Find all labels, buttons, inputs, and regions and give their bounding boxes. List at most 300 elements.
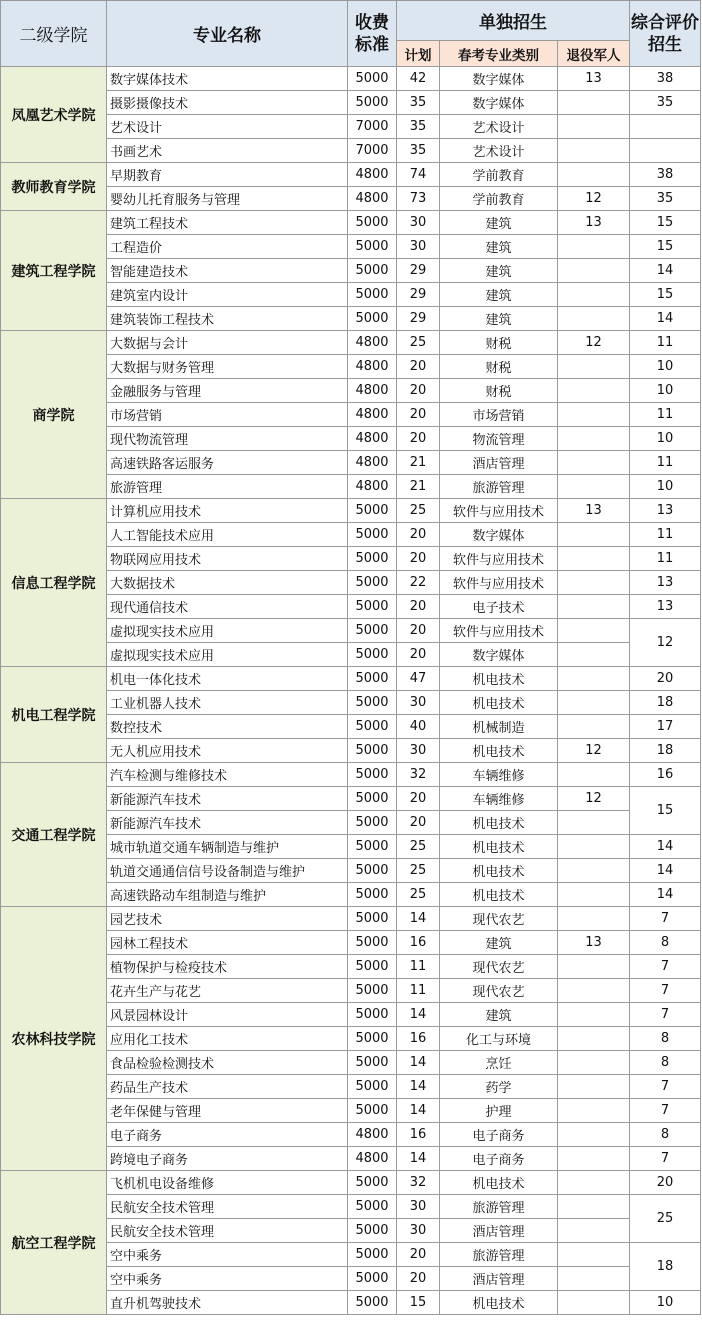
comprehensive-cell: 12 <box>630 619 701 667</box>
table-row <box>1 907 701 931</box>
comprehensive-cell: 11 <box>630 547 701 571</box>
fee-cell: 5000 <box>348 499 397 523</box>
comprehensive-cell: 10 <box>630 427 701 451</box>
major-name: 智能建造技术 <box>107 259 348 283</box>
category-cell: 市场营销 <box>440 403 558 427</box>
table-row <box>1 667 701 691</box>
fee-cell: 5000 <box>348 715 397 739</box>
fee-cell: 4800 <box>348 451 397 475</box>
category-cell: 护理 <box>440 1099 558 1123</box>
major-name: 大数据与会计 <box>107 331 348 355</box>
header-category: 春考专业类别 <box>440 41 558 67</box>
veteran-cell <box>558 475 630 499</box>
major-name: 人工智能技术应用 <box>107 523 348 547</box>
category-cell: 电子商务 <box>440 1123 558 1147</box>
category-cell: 电子技术 <box>440 595 558 619</box>
fee-cell: 4800 <box>348 163 397 187</box>
category-cell: 酒店管理 <box>440 1219 558 1243</box>
comprehensive-cell: 38 <box>630 163 701 187</box>
category-cell: 数字媒体 <box>440 643 558 667</box>
plan-cell: 14 <box>397 1147 440 1171</box>
major-name: 市场营销 <box>107 403 348 427</box>
fee-cell: 5000 <box>348 571 397 595</box>
fee-cell: 4800 <box>348 1123 397 1147</box>
table-row <box>1 763 701 787</box>
major-name: 食品检验检测技术 <box>107 1051 348 1075</box>
table-row <box>1 331 701 355</box>
comprehensive-cell: 20 <box>630 667 701 691</box>
category-cell: 学前教育 <box>440 187 558 211</box>
major-name: 新能源汽车技术 <box>107 811 348 835</box>
fee-cell: 5000 <box>348 1003 397 1027</box>
comprehensive-cell: 10 <box>630 1291 701 1315</box>
veteran-cell <box>558 715 630 739</box>
comprehensive-cell: 7 <box>630 1003 701 1027</box>
plan-cell: 25 <box>397 499 440 523</box>
fee-cell: 5000 <box>348 523 397 547</box>
plan-cell: 30 <box>397 1219 440 1243</box>
fee-cell: 5000 <box>348 1243 397 1267</box>
college-name: 信息工程学院 <box>1 499 107 667</box>
fee-cell: 5000 <box>348 1195 397 1219</box>
veteran-cell <box>558 523 630 547</box>
category-cell: 机电技术 <box>440 1171 558 1195</box>
major-name: 大数据技术 <box>107 571 348 595</box>
major-name: 电子商务 <box>107 1123 348 1147</box>
major-name: 现代通信技术 <box>107 595 348 619</box>
category-cell: 数字媒体 <box>440 91 558 115</box>
college-name: 交通工程学院 <box>1 763 107 907</box>
comprehensive-cell: 11 <box>630 331 701 355</box>
category-cell: 旅游管理 <box>440 1243 558 1267</box>
plan-cell: 21 <box>397 475 440 499</box>
veteran-cell <box>558 859 630 883</box>
category-cell: 财税 <box>440 355 558 379</box>
college-name: 商学院 <box>1 331 107 499</box>
plan-cell: 20 <box>397 595 440 619</box>
plan-cell: 21 <box>397 451 440 475</box>
plan-cell: 14 <box>397 1003 440 1027</box>
comprehensive-cell: 11 <box>630 403 701 427</box>
major-name: 民航安全技术管理 <box>107 1219 348 1243</box>
veteran-cell <box>558 259 630 283</box>
fee-cell: 4800 <box>348 475 397 499</box>
fee-cell: 5000 <box>348 1075 397 1099</box>
major-name: 摄影摄像技术 <box>107 91 348 115</box>
fee-cell: 5000 <box>348 931 397 955</box>
comprehensive-cell: 15 <box>630 283 701 307</box>
major-name: 书画艺术 <box>107 139 348 163</box>
veteran-cell <box>558 355 630 379</box>
major-name: 工程造价 <box>107 235 348 259</box>
category-cell: 酒店管理 <box>440 451 558 475</box>
fee-cell: 4800 <box>348 379 397 403</box>
comprehensive-cell: 35 <box>630 91 701 115</box>
fee-cell: 5000 <box>348 1099 397 1123</box>
comprehensive-cell: 25 <box>630 1195 701 1243</box>
comprehensive-cell: 20 <box>630 1171 701 1195</box>
fee-cell: 7000 <box>348 115 397 139</box>
comprehensive-cell: 15 <box>630 787 701 835</box>
major-name: 应用化工技术 <box>107 1027 348 1051</box>
veteran-cell: 12 <box>558 187 630 211</box>
veteran-cell <box>558 427 630 451</box>
table-row <box>1 67 701 91</box>
fee-cell: 5000 <box>348 739 397 763</box>
comprehensive-cell: 11 <box>630 451 701 475</box>
comprehensive-cell <box>630 115 701 139</box>
plan-cell: 14 <box>397 907 440 931</box>
veteran-cell: 12 <box>558 739 630 763</box>
category-cell: 机电技术 <box>440 691 558 715</box>
fee-cell: 7000 <box>348 139 397 163</box>
veteran-cell <box>558 979 630 1003</box>
veteran-cell <box>558 139 630 163</box>
plan-cell: 20 <box>397 547 440 571</box>
plan-cell: 20 <box>397 1267 440 1291</box>
fee-cell: 4800 <box>348 427 397 451</box>
category-cell: 机电技术 <box>440 859 558 883</box>
plan-cell: 25 <box>397 859 440 883</box>
table-row <box>1 1171 701 1195</box>
category-cell: 机械制造 <box>440 715 558 739</box>
major-name: 早期教育 <box>107 163 348 187</box>
category-cell: 车辆维修 <box>440 763 558 787</box>
plan-cell: 30 <box>397 211 440 235</box>
veteran-cell: 13 <box>558 499 630 523</box>
veteran-cell <box>558 115 630 139</box>
comprehensive-cell: 13 <box>630 571 701 595</box>
plan-cell: 35 <box>397 91 440 115</box>
plan-cell: 29 <box>397 259 440 283</box>
category-cell: 现代农艺 <box>440 979 558 1003</box>
comprehensive-cell: 11 <box>630 523 701 547</box>
comprehensive-cell: 14 <box>630 307 701 331</box>
major-name: 空中乘务 <box>107 1243 348 1267</box>
header-single-enrollment: 单独招生 <box>397 1 630 41</box>
veteran-cell <box>558 1123 630 1147</box>
category-cell: 酒店管理 <box>440 1267 558 1291</box>
fee-cell: 5000 <box>348 691 397 715</box>
veteran-cell <box>558 1051 630 1075</box>
plan-cell: 22 <box>397 571 440 595</box>
plan-cell: 74 <box>397 163 440 187</box>
fee-cell: 5000 <box>348 307 397 331</box>
veteran-cell <box>558 307 630 331</box>
plan-cell: 32 <box>397 1171 440 1195</box>
table-header <box>1 1 701 67</box>
comprehensive-cell: 8 <box>630 931 701 955</box>
veteran-cell: 13 <box>558 931 630 955</box>
major-name: 婴幼儿托育服务与管理 <box>107 187 348 211</box>
major-name: 老年保健与管理 <box>107 1099 348 1123</box>
category-cell: 机电技术 <box>440 811 558 835</box>
plan-cell: 20 <box>397 403 440 427</box>
comprehensive-cell: 35 <box>630 187 701 211</box>
comprehensive-cell: 15 <box>630 211 701 235</box>
major-name: 现代物流管理 <box>107 427 348 451</box>
header-fee: 收费标准 <box>348 1 397 67</box>
college-name: 教师教育学院 <box>1 163 107 211</box>
fee-cell: 5000 <box>348 91 397 115</box>
fee-cell: 4800 <box>348 187 397 211</box>
veteran-cell <box>558 547 630 571</box>
comprehensive-cell: 38 <box>630 67 701 91</box>
plan-cell: 25 <box>397 883 440 907</box>
plan-cell: 32 <box>397 763 440 787</box>
comprehensive-cell: 14 <box>630 859 701 883</box>
comprehensive-cell: 8 <box>630 1123 701 1147</box>
major-name: 大数据与财务管理 <box>107 355 348 379</box>
comprehensive-cell: 13 <box>630 499 701 523</box>
category-cell: 旅游管理 <box>440 475 558 499</box>
category-cell: 建筑 <box>440 931 558 955</box>
comprehensive-cell: 16 <box>630 763 701 787</box>
category-cell: 建筑 <box>440 259 558 283</box>
plan-cell: 30 <box>397 235 440 259</box>
veteran-cell <box>558 955 630 979</box>
fee-cell: 5000 <box>348 667 397 691</box>
major-name: 植物保护与检疫技术 <box>107 955 348 979</box>
plan-cell: 25 <box>397 331 440 355</box>
fee-cell: 5000 <box>348 643 397 667</box>
plan-cell: 16 <box>397 1123 440 1147</box>
category-cell: 软件与应用技术 <box>440 619 558 643</box>
fee-cell: 5000 <box>348 835 397 859</box>
veteran-cell <box>558 1219 630 1243</box>
veteran-cell: 12 <box>558 331 630 355</box>
veteran-cell <box>558 907 630 931</box>
veteran-cell: 12 <box>558 787 630 811</box>
category-cell: 建筑 <box>440 283 558 307</box>
veteran-cell <box>558 235 630 259</box>
category-cell: 烹饪 <box>440 1051 558 1075</box>
veteran-cell <box>558 1171 630 1195</box>
veteran-cell: 13 <box>558 211 630 235</box>
comprehensive-cell: 18 <box>630 739 701 763</box>
veteran-cell <box>558 1267 630 1291</box>
plan-cell: 14 <box>397 1075 440 1099</box>
plan-cell: 20 <box>397 643 440 667</box>
plan-cell: 47 <box>397 667 440 691</box>
plan-cell: 30 <box>397 739 440 763</box>
comprehensive-cell: 8 <box>630 1051 701 1075</box>
veteran-cell <box>558 451 630 475</box>
fee-cell: 4800 <box>348 331 397 355</box>
fee-cell: 5000 <box>348 1291 397 1315</box>
category-cell: 机电技术 <box>440 667 558 691</box>
veteran-cell <box>558 1195 630 1219</box>
comprehensive-cell: 7 <box>630 1075 701 1099</box>
category-cell: 建筑 <box>440 307 558 331</box>
category-cell: 旅游管理 <box>440 1195 558 1219</box>
category-cell: 现代农艺 <box>440 907 558 931</box>
fee-cell: 5000 <box>348 595 397 619</box>
comprehensive-cell: 18 <box>630 1243 701 1291</box>
major-name: 工业机器人技术 <box>107 691 348 715</box>
fee-cell: 5000 <box>348 1027 397 1051</box>
fee-cell: 5000 <box>348 979 397 1003</box>
plan-cell: 35 <box>397 115 440 139</box>
comprehensive-cell: 7 <box>630 1147 701 1171</box>
major-name: 跨境电子商务 <box>107 1147 348 1171</box>
fee-cell: 5000 <box>348 883 397 907</box>
fee-cell: 5000 <box>348 955 397 979</box>
major-name: 虚拟现实技术应用 <box>107 643 348 667</box>
major-name: 直升机驾驶技术 <box>107 1291 348 1315</box>
veteran-cell <box>558 1099 630 1123</box>
comprehensive-cell: 15 <box>630 235 701 259</box>
header-plan: 计划 <box>397 41 440 67</box>
major-name: 飞机机电设备维修 <box>107 1171 348 1195</box>
major-name: 建筑工程技术 <box>107 211 348 235</box>
table-row <box>1 163 701 187</box>
category-cell: 软件与应用技术 <box>440 499 558 523</box>
category-cell: 艺术设计 <box>440 139 558 163</box>
fee-cell: 5000 <box>348 859 397 883</box>
comprehensive-cell: 10 <box>630 475 701 499</box>
veteran-cell <box>558 163 630 187</box>
plan-cell: 73 <box>397 187 440 211</box>
major-name: 无人机应用技术 <box>107 739 348 763</box>
comprehensive-cell: 14 <box>630 259 701 283</box>
veteran-cell <box>558 1243 630 1267</box>
major-name: 虚拟现实技术应用 <box>107 619 348 643</box>
college-name: 机电工程学院 <box>1 667 107 763</box>
category-cell: 财税 <box>440 331 558 355</box>
plan-cell: 16 <box>397 1027 440 1051</box>
plan-cell: 14 <box>397 1051 440 1075</box>
plan-cell: 20 <box>397 1243 440 1267</box>
major-name: 轨道交通通信信号设备制造与维护 <box>107 859 348 883</box>
veteran-cell <box>558 91 630 115</box>
veteran-cell <box>558 403 630 427</box>
category-cell: 建筑 <box>440 1003 558 1027</box>
category-cell: 车辆维修 <box>440 787 558 811</box>
major-name: 药品生产技术 <box>107 1075 348 1099</box>
category-cell: 数字媒体 <box>440 523 558 547</box>
category-cell: 建筑 <box>440 235 558 259</box>
table-row <box>1 211 701 235</box>
category-cell: 物流管理 <box>440 427 558 451</box>
comprehensive-cell: 10 <box>630 355 701 379</box>
major-name: 汽车检测与维修技术 <box>107 763 348 787</box>
category-cell: 机电技术 <box>440 883 558 907</box>
category-cell: 电子商务 <box>440 1147 558 1171</box>
comprehensive-cell: 13 <box>630 595 701 619</box>
plan-cell: 15 <box>397 1291 440 1315</box>
header-comprehensive: 综合评价招生 <box>630 1 701 67</box>
plan-cell: 25 <box>397 835 440 859</box>
veteran-cell <box>558 571 630 595</box>
major-name: 新能源汽车技术 <box>107 787 348 811</box>
major-name: 数字媒体技术 <box>107 67 348 91</box>
fee-cell: 5000 <box>348 1171 397 1195</box>
comprehensive-cell: 17 <box>630 715 701 739</box>
fee-cell: 5000 <box>348 811 397 835</box>
category-cell: 机电技术 <box>440 835 558 859</box>
fee-cell: 5000 <box>348 235 397 259</box>
major-name: 民航安全技术管理 <box>107 1195 348 1219</box>
fee-cell: 5000 <box>348 211 397 235</box>
comprehensive-cell: 7 <box>630 955 701 979</box>
fee-cell: 5000 <box>348 259 397 283</box>
fee-cell: 5000 <box>348 1267 397 1291</box>
category-cell: 机电技术 <box>440 739 558 763</box>
category-cell: 建筑 <box>440 211 558 235</box>
category-cell: 药学 <box>440 1075 558 1099</box>
veteran-cell <box>558 811 630 835</box>
category-cell: 学前教育 <box>440 163 558 187</box>
header-veteran: 退役军人 <box>558 41 630 67</box>
plan-cell: 30 <box>397 691 440 715</box>
fee-cell: 5000 <box>348 787 397 811</box>
veteran-cell <box>558 619 630 643</box>
veteran-cell <box>558 595 630 619</box>
comprehensive-cell: 10 <box>630 379 701 403</box>
category-cell: 数字媒体 <box>440 67 558 91</box>
fee-cell: 4800 <box>348 355 397 379</box>
fee-cell: 5000 <box>348 283 397 307</box>
major-name: 物联网应用技术 <box>107 547 348 571</box>
plan-cell: 14 <box>397 1099 440 1123</box>
veteran-cell <box>558 691 630 715</box>
header-major: 专业名称 <box>107 1 348 67</box>
plan-cell: 42 <box>397 67 440 91</box>
college-name: 凤凰艺术学院 <box>1 67 107 163</box>
header-college: 二级学院 <box>1 1 107 67</box>
veteran-cell <box>558 283 630 307</box>
category-cell: 机电技术 <box>440 1291 558 1315</box>
veteran-cell <box>558 1003 630 1027</box>
plan-cell: 11 <box>397 955 440 979</box>
plan-cell: 30 <box>397 1195 440 1219</box>
veteran-cell <box>558 1027 630 1051</box>
fee-cell: 5000 <box>348 547 397 571</box>
major-name: 城市轨道交通车辆制造与维护 <box>107 835 348 859</box>
major-name: 建筑装饰工程技术 <box>107 307 348 331</box>
category-cell: 财税 <box>440 379 558 403</box>
college-name: 农林科技学院 <box>1 907 107 1171</box>
major-name: 高速铁路动车组制造与维护 <box>107 883 348 907</box>
plan-cell: 20 <box>397 427 440 451</box>
category-cell: 化工与环境 <box>440 1027 558 1051</box>
table-row <box>1 499 701 523</box>
veteran-cell: 13 <box>558 67 630 91</box>
major-name: 空中乘务 <box>107 1267 348 1291</box>
plan-cell: 20 <box>397 523 440 547</box>
plan-cell: 11 <box>397 979 440 1003</box>
plan-cell: 20 <box>397 811 440 835</box>
plan-cell: 35 <box>397 139 440 163</box>
veteran-cell <box>558 1075 630 1099</box>
plan-cell: 20 <box>397 619 440 643</box>
college-name: 航空工程学院 <box>1 1171 107 1315</box>
major-name: 风景园林设计 <box>107 1003 348 1027</box>
fee-cell: 5000 <box>348 907 397 931</box>
comprehensive-cell: 14 <box>630 883 701 907</box>
major-name: 机电一体化技术 <box>107 667 348 691</box>
category-cell: 软件与应用技术 <box>440 571 558 595</box>
plan-cell: 20 <box>397 787 440 811</box>
plan-cell: 29 <box>397 283 440 307</box>
veteran-cell <box>558 883 630 907</box>
plan-cell: 16 <box>397 931 440 955</box>
category-cell: 艺术设计 <box>440 115 558 139</box>
fee-cell: 4800 <box>348 1147 397 1171</box>
comprehensive-cell: 14 <box>630 835 701 859</box>
major-name: 建筑室内设计 <box>107 283 348 307</box>
